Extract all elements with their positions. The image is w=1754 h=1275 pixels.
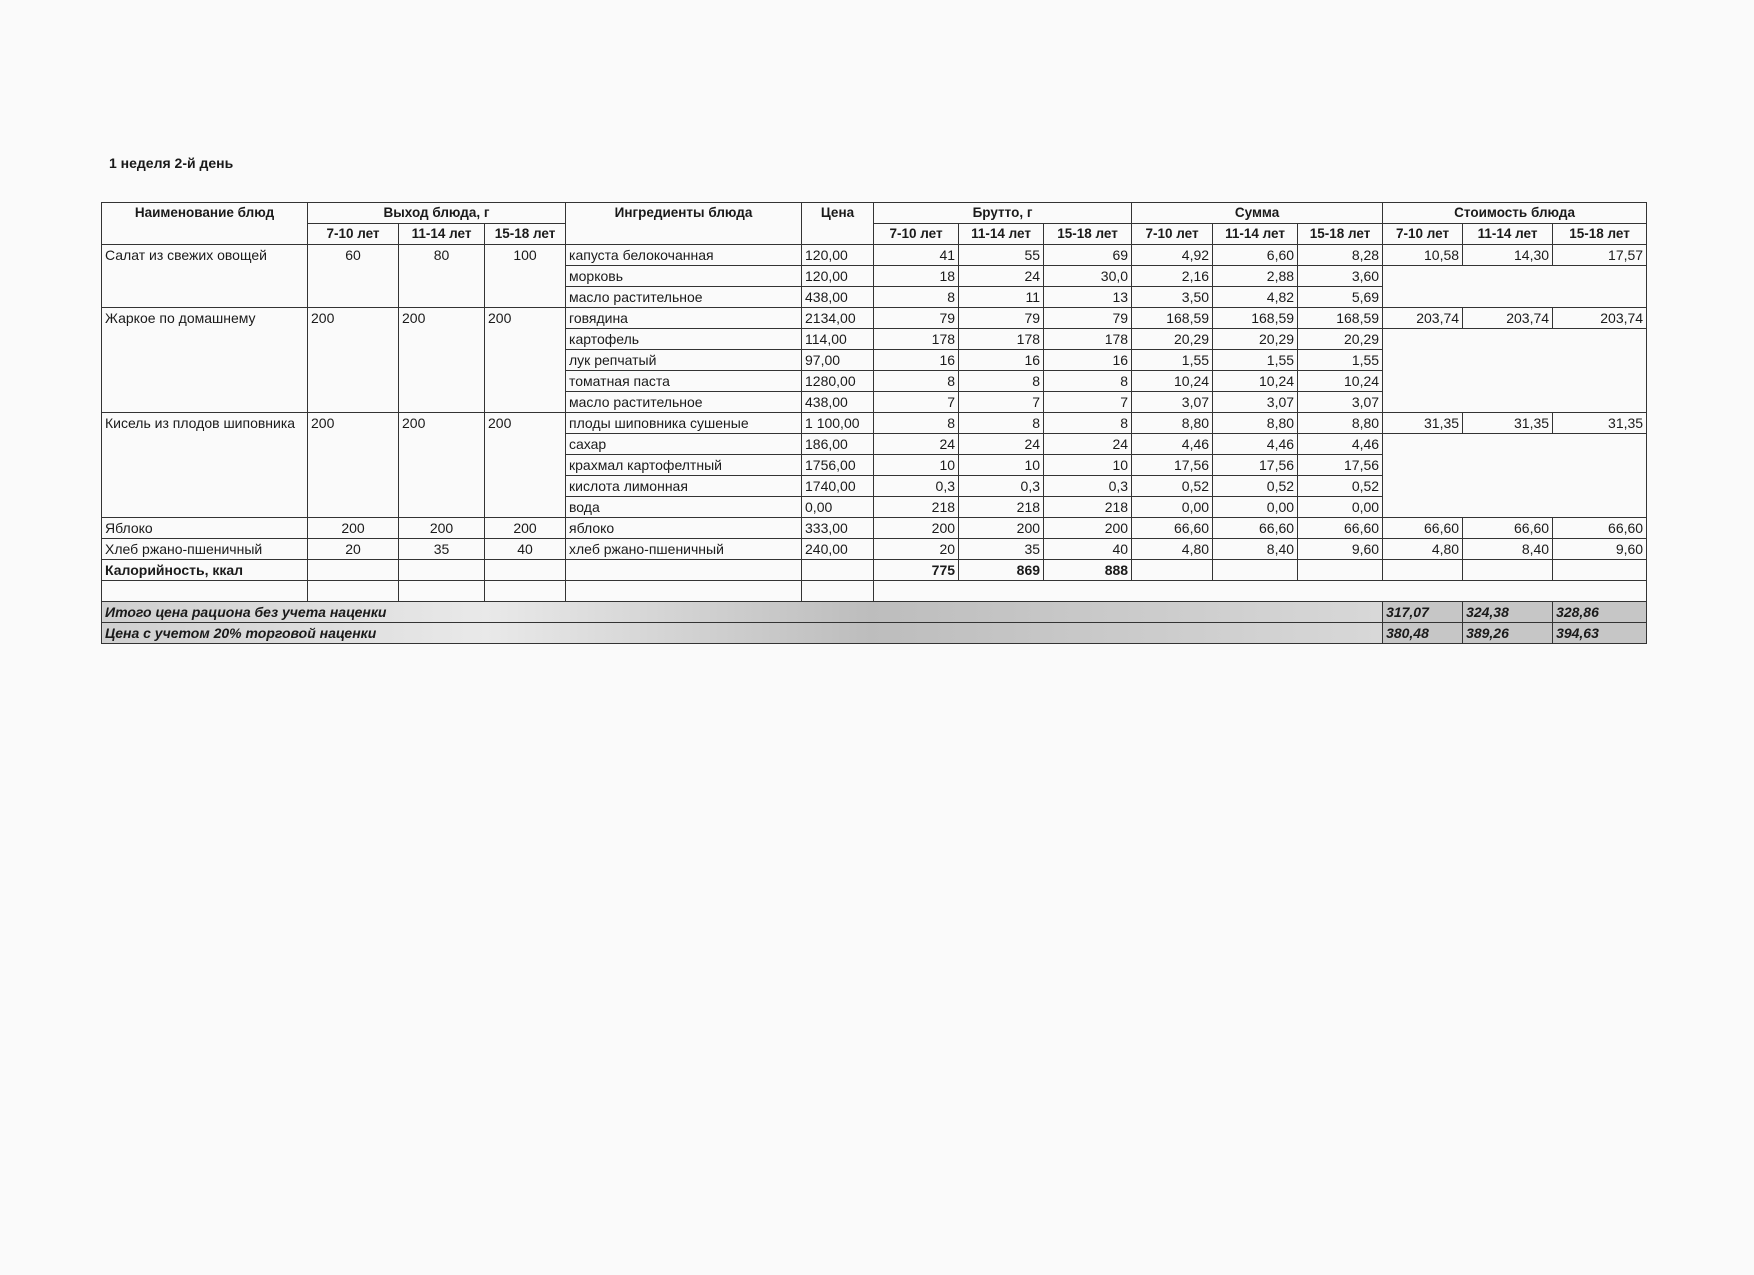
calories-value: 775 — [874, 560, 959, 581]
gross-value: 200 — [1044, 518, 1132, 539]
gross-value: 79 — [874, 308, 959, 329]
sum-value: 0,52 — [1298, 476, 1383, 497]
ingredient-price: 438,00 — [802, 392, 874, 413]
dish-cost: 4,80 — [1383, 539, 1463, 560]
empty-cell — [102, 581, 308, 602]
empty-cell — [874, 581, 1647, 602]
ingredient-price: 0,00 — [802, 497, 874, 518]
header-output: Выход блюда, г — [308, 203, 566, 224]
sum-value: 0,52 — [1132, 476, 1213, 497]
dish-output: 100 — [485, 245, 566, 308]
header-age: 11-14 лет — [1213, 224, 1298, 245]
sum-value: 17,56 — [1132, 455, 1213, 476]
ingredient-name: крахмал картофелтный — [566, 455, 802, 476]
empty-cell — [1553, 560, 1647, 581]
gross-value: 8 — [874, 371, 959, 392]
dish-cost: 203,74 — [1383, 308, 1463, 329]
empty-cell — [399, 581, 485, 602]
gross-value: 79 — [959, 308, 1044, 329]
gross-value: 24 — [959, 434, 1044, 455]
gross-value: 8 — [1044, 371, 1132, 392]
sum-value: 4,46 — [1298, 434, 1383, 455]
menu-table-body — [102, 245, 1647, 560]
sum-value: 4,46 — [1213, 434, 1298, 455]
dish-output: 200 — [399, 413, 485, 518]
sum-value: 17,56 — [1213, 455, 1298, 476]
page-title: 1 неделя 2-й день — [109, 155, 234, 171]
gross-value: 10 — [959, 455, 1044, 476]
sum-value: 20,29 — [1213, 329, 1298, 350]
header-age: 7-10 лет — [308, 224, 399, 245]
header-cost: Стоимость блюда — [1383, 203, 1647, 224]
sum-value: 20,29 — [1298, 329, 1383, 350]
ingredient-price: 438,00 — [802, 287, 874, 308]
header-dish-name: Наименование блюд — [102, 203, 308, 245]
gross-value: 200 — [874, 518, 959, 539]
ingredient-name: капуста белокочанная — [566, 245, 802, 266]
dish-name: Жаркое по домашнему — [102, 308, 308, 413]
sum-value: 0,00 — [1132, 497, 1213, 518]
dish-cost: 66,60 — [1463, 518, 1553, 539]
total-value: 317,07 — [1383, 602, 1463, 623]
total-value: 324,38 — [1463, 602, 1553, 623]
sum-value: 168,59 — [1213, 308, 1298, 329]
gross-value: 24 — [959, 266, 1044, 287]
gross-value: 16 — [959, 350, 1044, 371]
ingredient-price: 120,00 — [802, 266, 874, 287]
ingredient-price: 1740,00 — [802, 476, 874, 497]
empty-cell — [1132, 560, 1213, 581]
ingredient-name: лук репчатый — [566, 350, 802, 371]
gross-value: 24 — [1044, 434, 1132, 455]
dish-output: 80 — [399, 245, 485, 308]
gross-value: 8 — [959, 413, 1044, 434]
empty-cell — [802, 560, 874, 581]
sum-value: 4,80 — [1132, 539, 1213, 560]
gross-value: 178 — [874, 329, 959, 350]
dish-cost: 31,35 — [1463, 413, 1553, 434]
dish-output: 200 — [485, 518, 566, 539]
gross-value: 0,3 — [1044, 476, 1132, 497]
gross-value: 8 — [959, 371, 1044, 392]
empty-cell — [1383, 329, 1647, 413]
dish-name: Яблоко — [102, 518, 308, 539]
sum-value: 66,60 — [1132, 518, 1213, 539]
sum-value: 2,88 — [1213, 266, 1298, 287]
header-price: Цена — [802, 203, 874, 245]
gross-value: 178 — [959, 329, 1044, 350]
dish-output: 200 — [399, 308, 485, 413]
ingredient-name: картофель — [566, 329, 802, 350]
gross-value: 11 — [959, 287, 1044, 308]
dish-cost: 8,40 — [1463, 539, 1553, 560]
ingredient-price: 97,00 — [802, 350, 874, 371]
dish-cost: 31,35 — [1553, 413, 1647, 434]
dish-cost: 66,60 — [1553, 518, 1647, 539]
total-value: 328,86 — [1553, 602, 1647, 623]
gross-value: 218 — [874, 497, 959, 518]
ingredient-name: кислота лимонная — [566, 476, 802, 497]
ingredient-price: 114,00 — [802, 329, 874, 350]
sum-value: 8,40 — [1213, 539, 1298, 560]
ingredient-name: сахар — [566, 434, 802, 455]
ingredient-name: масло растительное — [566, 392, 802, 413]
empty-cell — [802, 581, 874, 602]
total-row-with-markup — [102, 623, 1647, 644]
ingredient-name: масло растительное — [566, 287, 802, 308]
gross-value: 0,3 — [874, 476, 959, 497]
empty-cell — [399, 560, 485, 581]
gross-value: 7 — [874, 392, 959, 413]
sum-value: 1,55 — [1298, 350, 1383, 371]
ingredient-name: яблоко — [566, 518, 802, 539]
ingredient-name: хлеб ржано-пшеничный — [566, 539, 802, 560]
empty-cell — [566, 581, 802, 602]
dish-cost: 9,60 — [1553, 539, 1647, 560]
header-age: 15-18 лет — [485, 224, 566, 245]
gross-value: 10 — [1044, 455, 1132, 476]
sum-value: 20,29 — [1132, 329, 1213, 350]
dish-output: 20 — [308, 539, 399, 560]
table-row — [102, 539, 1647, 560]
empty-cell — [1383, 434, 1647, 518]
empty-cell — [1213, 560, 1298, 581]
gross-value: 18 — [874, 266, 959, 287]
dish-output: 200 — [399, 518, 485, 539]
calories-value: 888 — [1044, 560, 1132, 581]
total-row-no-markup — [102, 602, 1647, 623]
header-age: 7-10 лет — [874, 224, 959, 245]
ingredient-price: 186,00 — [802, 434, 874, 455]
sum-value: 8,28 — [1298, 245, 1383, 266]
dish-output: 35 — [399, 539, 485, 560]
dish-output: 200 — [308, 308, 399, 413]
sum-value: 4,46 — [1132, 434, 1213, 455]
sum-value: 4,82 — [1213, 287, 1298, 308]
sum-value: 10,24 — [1213, 371, 1298, 392]
sum-value: 17,56 — [1298, 455, 1383, 476]
calories-value: 869 — [959, 560, 1044, 581]
gross-value: 13 — [1044, 287, 1132, 308]
dish-name: Кисель из плодов шиповника — [102, 413, 308, 518]
sum-value: 66,60 — [1213, 518, 1298, 539]
table-row — [102, 413, 1647, 434]
dish-cost: 10,58 — [1383, 245, 1463, 266]
empty-cell — [1383, 560, 1463, 581]
sum-value: 6,60 — [1213, 245, 1298, 266]
table-row — [102, 518, 1647, 539]
ingredient-price: 1 100,00 — [802, 413, 874, 434]
sum-value: 10,24 — [1132, 371, 1213, 392]
header-gross: Брутто, г — [874, 203, 1132, 224]
sum-value: 8,80 — [1213, 413, 1298, 434]
gross-value: 79 — [1044, 308, 1132, 329]
gross-value: 69 — [1044, 245, 1132, 266]
gross-value: 200 — [959, 518, 1044, 539]
table-row — [102, 245, 1647, 266]
sum-value: 0,00 — [1213, 497, 1298, 518]
sum-value: 3,60 — [1298, 266, 1383, 287]
empty-cell — [485, 581, 566, 602]
sum-value: 1,55 — [1132, 350, 1213, 371]
sum-value: 168,59 — [1132, 308, 1213, 329]
sum-value: 0,00 — [1298, 497, 1383, 518]
sum-value: 8,80 — [1132, 413, 1213, 434]
header-age: 11-14 лет — [399, 224, 485, 245]
ingredient-price: 240,00 — [802, 539, 874, 560]
gross-value: 0,3 — [959, 476, 1044, 497]
sum-value: 5,69 — [1298, 287, 1383, 308]
total-value: 380,48 — [1383, 623, 1463, 644]
sum-value: 4,92 — [1132, 245, 1213, 266]
gross-value: 8 — [1044, 413, 1132, 434]
sum-value: 0,52 — [1213, 476, 1298, 497]
sum-value: 8,80 — [1298, 413, 1383, 434]
empty-cell — [566, 560, 802, 581]
gross-value: 7 — [1044, 392, 1132, 413]
total-value: 389,26 — [1463, 623, 1553, 644]
gross-value: 24 — [874, 434, 959, 455]
dish-output: 40 — [485, 539, 566, 560]
dish-name: Салат из свежих овощей — [102, 245, 308, 308]
header-age: 11-14 лет — [959, 224, 1044, 245]
dish-output: 60 — [308, 245, 399, 308]
total-label: Итого цена рациона без учета наценки — [102, 602, 1383, 623]
gross-value: 41 — [874, 245, 959, 266]
header-age: 15-18 лет — [1553, 224, 1647, 245]
gross-value: 20 — [874, 539, 959, 560]
empty-cell — [1298, 560, 1383, 581]
sum-value: 3,07 — [1298, 392, 1383, 413]
total-value: 394,63 — [1553, 623, 1647, 644]
sum-value: 9,60 — [1298, 539, 1383, 560]
dish-cost: 203,74 — [1463, 308, 1553, 329]
sum-value: 2,16 — [1132, 266, 1213, 287]
total-label: Цена с учетом 20% торговой наценки — [102, 623, 1383, 644]
ingredient-name: томатная паста — [566, 371, 802, 392]
gross-value: 40 — [1044, 539, 1132, 560]
ingredient-price: 1280,00 — [802, 371, 874, 392]
menu-cost-table — [101, 202, 1647, 644]
dish-output: 200 — [485, 413, 566, 518]
dish-cost: 203,74 — [1553, 308, 1647, 329]
sum-value: 1,55 — [1213, 350, 1298, 371]
gross-value: 35 — [959, 539, 1044, 560]
gross-value: 7 — [959, 392, 1044, 413]
sum-value: 3,50 — [1132, 287, 1213, 308]
gross-value: 8 — [874, 413, 959, 434]
dish-name: Хлеб ржано-пшеничный — [102, 539, 308, 560]
gross-value: 30,0 — [1044, 266, 1132, 287]
ingredient-name: морковь — [566, 266, 802, 287]
dish-cost: 66,60 — [1383, 518, 1463, 539]
ingredient-price: 120,00 — [802, 245, 874, 266]
calories-row — [102, 560, 1647, 581]
sum-value: 66,60 — [1298, 518, 1383, 539]
ingredient-price: 1756,00 — [802, 455, 874, 476]
header-age: 7-10 лет — [1132, 224, 1213, 245]
dish-output: 200 — [308, 413, 399, 518]
ingredient-price: 2134,00 — [802, 308, 874, 329]
gross-value: 8 — [874, 287, 959, 308]
sum-value: 168,59 — [1298, 308, 1383, 329]
header-age: 7-10 лет — [1383, 224, 1463, 245]
gross-value: 16 — [1044, 350, 1132, 371]
ingredient-price: 333,00 — [802, 518, 874, 539]
ingredient-name: говядина — [566, 308, 802, 329]
header-ingredients: Ингредиенты блюда — [566, 203, 802, 245]
empty-cell — [308, 560, 399, 581]
gross-value: 218 — [959, 497, 1044, 518]
header-age: 15-18 лет — [1044, 224, 1132, 245]
ingredient-name: вода — [566, 497, 802, 518]
dish-cost: 14,30 — [1463, 245, 1553, 266]
sum-value: 3,07 — [1132, 392, 1213, 413]
sum-value: 3,07 — [1213, 392, 1298, 413]
gross-value: 16 — [874, 350, 959, 371]
empty-cell — [485, 560, 566, 581]
spacer-row — [102, 581, 1647, 602]
dish-output: 200 — [308, 518, 399, 539]
header-age: 11-14 лет — [1463, 224, 1553, 245]
header-age: 15-18 лет — [1298, 224, 1383, 245]
empty-cell — [308, 581, 399, 602]
dish-cost: 31,35 — [1383, 413, 1463, 434]
header-sum: Сумма — [1132, 203, 1383, 224]
gross-value: 55 — [959, 245, 1044, 266]
sum-value: 10,24 — [1298, 371, 1383, 392]
gross-value: 178 — [1044, 329, 1132, 350]
gross-value: 10 — [874, 455, 959, 476]
dish-cost: 17,57 — [1553, 245, 1647, 266]
gross-value: 218 — [1044, 497, 1132, 518]
ingredient-name: плоды шиповника сушеные — [566, 413, 802, 434]
calories-label: Калорийность, ккал — [102, 560, 308, 581]
empty-cell — [1463, 560, 1553, 581]
empty-cell — [1383, 266, 1647, 308]
dish-output: 200 — [485, 308, 566, 413]
table-row — [102, 308, 1647, 329]
